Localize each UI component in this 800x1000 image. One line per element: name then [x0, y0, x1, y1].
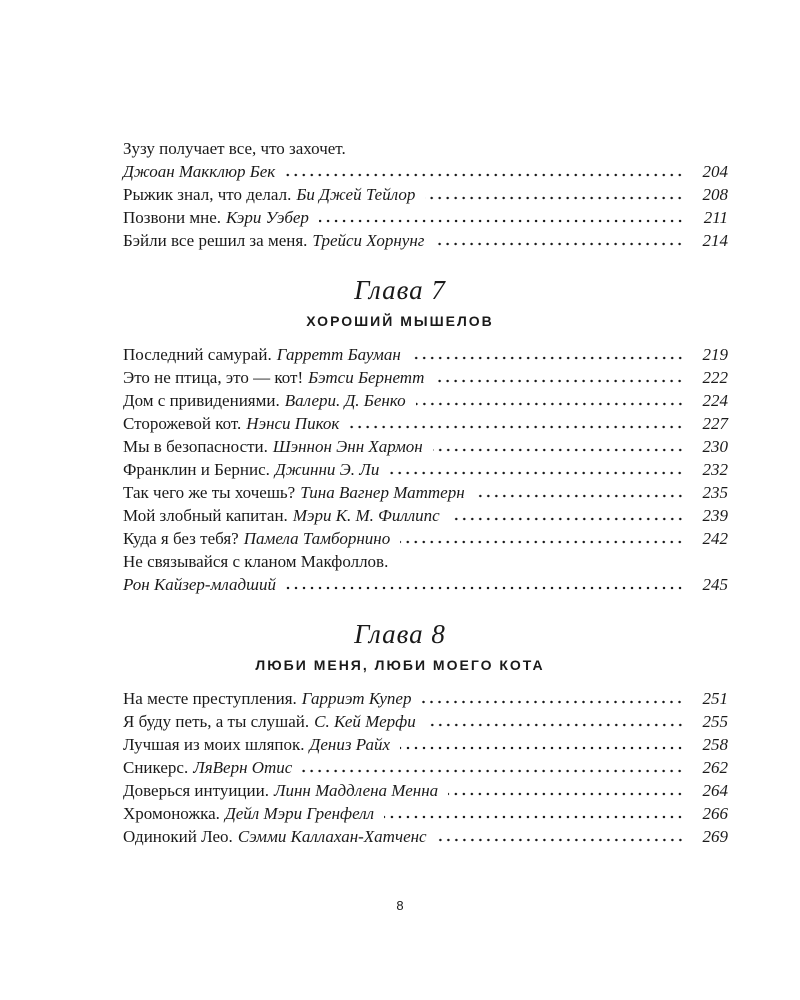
dot-leader	[416, 402, 684, 406]
toc-entry-author: Кэри Уэбер	[226, 208, 309, 227]
dot-leader	[389, 471, 684, 475]
dot-leader	[286, 586, 684, 590]
toc-entry-title-line: Не связывайся с кланом Макфоллов.	[123, 552, 389, 571]
toc-entry-author: Гарриэт Купер	[301, 689, 412, 708]
chapter-header	[0, 619, 800, 674]
toc-entry-author: Джоан Макклюр Бек	[123, 162, 276, 181]
toc-entry-page: 214	[702, 231, 728, 250]
toc-entry	[123, 481, 728, 504]
dot-leader	[434, 242, 684, 246]
dot-leader	[475, 494, 684, 498]
toc-section	[123, 687, 728, 848]
toc-entry-author: Би Джей Тейлор	[296, 185, 416, 204]
toc-entry-author: Трейси Хорнунг	[312, 231, 425, 250]
dot-leader	[448, 792, 684, 796]
toc-entry-title: Хромоножка.	[123, 804, 220, 823]
toc-entry-page: 227	[702, 414, 728, 433]
toc-entry	[123, 687, 728, 710]
toc-entry-title: Последний самурай.	[123, 345, 272, 364]
chapter-subtitle: ЛЮБИ МЕНЯ, ЛЮБИ МОЕГО КОТА	[255, 657, 545, 673]
toc-entry-title: Бэйли все решил за меня.	[123, 231, 308, 250]
toc-entry-title: Это не птица, это — кот!	[123, 368, 304, 387]
toc-entry	[123, 710, 728, 733]
toc-entry-title: Сторожевой кот.	[123, 414, 242, 433]
dot-leader	[400, 540, 684, 544]
toc-entry	[123, 343, 728, 366]
toc-entry-author: Нэнси Пикок	[246, 414, 340, 433]
toc-entry-page: 230	[702, 437, 728, 456]
toc-entry-page: 235	[702, 483, 728, 502]
toc-entry	[123, 160, 728, 183]
toc-entry-author: ЛяВерн Отис	[193, 758, 293, 777]
toc-entry-page: 251	[702, 689, 728, 708]
toc-entry-title: Мой злобный капитан.	[123, 506, 288, 525]
toc-entry-author: Памела Тамборнино	[243, 529, 391, 548]
dot-leader	[426, 723, 684, 727]
toc-entry-page: 232	[702, 460, 728, 479]
dot-leader	[319, 219, 684, 223]
toc-section-continued	[123, 137, 728, 252]
toc-entry	[123, 229, 728, 252]
dot-leader	[433, 448, 684, 452]
toc-entry	[123, 366, 728, 389]
dot-leader	[400, 746, 684, 750]
toc-entry-title: Франклин и Бернис.	[123, 460, 270, 479]
toc-entry-title: Сникерс.	[123, 758, 189, 777]
toc-entry-page: 222	[702, 368, 728, 387]
toc-entry-author: Рон Кайзер-младший	[123, 575, 276, 594]
toc-entry-title: Куда я без тебя?	[123, 529, 239, 548]
toc-entry-page: 245	[702, 575, 728, 594]
toc-entry	[123, 183, 728, 206]
toc-entry	[123, 435, 728, 458]
toc-entry-title: Доверься интуиции.	[123, 781, 269, 800]
page-number: 8	[396, 898, 404, 913]
toc-section	[123, 343, 728, 596]
dot-leader	[450, 517, 684, 521]
toc-entry-title: На месте преступления.	[123, 689, 297, 708]
toc-entry-page: 258	[702, 735, 728, 754]
toc-entry-author: Тина Вагнер Маттерн	[300, 483, 465, 502]
chapter-title: Глава 8	[354, 619, 446, 649]
dot-leader	[349, 425, 684, 429]
dot-leader	[302, 769, 684, 773]
toc-entry-page: 266	[702, 804, 728, 823]
toc-entry-page: 262	[702, 758, 728, 777]
toc-entry-page: 208	[702, 185, 728, 204]
toc-entry-page: 269	[702, 827, 728, 846]
dot-leader	[434, 379, 684, 383]
dot-leader	[411, 356, 684, 360]
toc-entry-page: 264	[702, 781, 728, 800]
toc-entry-author: Дениз Райх	[309, 735, 390, 754]
toc-entry	[123, 458, 728, 481]
toc-entry-author: Линн Маддлена Менна	[273, 781, 439, 800]
toc-entry-author: Дейл Мэри Гренфелл	[224, 804, 375, 823]
dot-leader	[425, 196, 684, 200]
toc-entry-page: 242	[702, 529, 728, 548]
toc-entry-title: Рыжик знал, что делал.	[123, 185, 292, 204]
dot-leader	[384, 815, 684, 819]
toc-entry	[123, 504, 728, 527]
toc-entry-title-line: Зузу получает все, что захочет.	[123, 139, 346, 158]
toc-entry-author: Гарретт Бауман	[276, 345, 401, 364]
toc-entry-author: Бэтси Бернетт	[308, 368, 425, 387]
toc-entry-author: Мэри К. М. Филлипс	[292, 506, 440, 525]
toc-entry	[123, 412, 728, 435]
toc-entry	[123, 802, 728, 825]
chapter-title: Глава 7	[354, 275, 446, 305]
toc-entry-title: Дом с привидениями.	[123, 391, 280, 410]
toc-entry	[123, 527, 728, 550]
toc-entry-page: 219	[702, 345, 728, 364]
chapter-header	[0, 275, 800, 330]
toc-entry-author: С. Кей Мерфи	[314, 712, 416, 731]
toc-entry	[123, 206, 728, 229]
toc-entry	[123, 756, 728, 779]
toc-entry-title: Я буду петь, а ты слушай.	[123, 712, 310, 731]
toc-entry	[123, 779, 728, 802]
dot-leader	[421, 700, 684, 704]
toc-entry-page: 224	[702, 391, 728, 410]
toc-entry-title: Лучшая из моих шляпок.	[123, 735, 305, 754]
toc-entry-author: Джинни Э. Ли	[274, 460, 380, 479]
toc-entry-page: 239	[702, 506, 728, 525]
dot-leader	[437, 838, 684, 842]
toc-entry-page: 255	[702, 712, 728, 731]
toc-entry-title: Позвони мне.	[123, 208, 221, 227]
toc-entry	[123, 573, 728, 596]
toc-entry	[123, 733, 728, 756]
toc-entry-title: Так чего же ты хочешь?	[123, 483, 296, 502]
toc-entry-title: Мы в безопасности.	[123, 437, 268, 456]
toc-entry-page: 211	[703, 208, 728, 227]
toc-entry-author: Валери. Д. Бенко	[284, 391, 406, 410]
toc-entry-page: 204	[702, 162, 728, 181]
toc-entry	[123, 825, 728, 848]
toc-entry-title: Одинокий Лео.	[123, 827, 233, 846]
dot-leader	[285, 173, 684, 177]
chapter-subtitle: ХОРОШИЙ МЫШЕЛОВ	[306, 313, 494, 329]
toc-entry	[123, 389, 728, 412]
toc-entry-author: Шэннон Энн Хармон	[272, 437, 423, 456]
toc-entry-author: Сэмми Каллахан-Хатченс	[237, 827, 427, 846]
